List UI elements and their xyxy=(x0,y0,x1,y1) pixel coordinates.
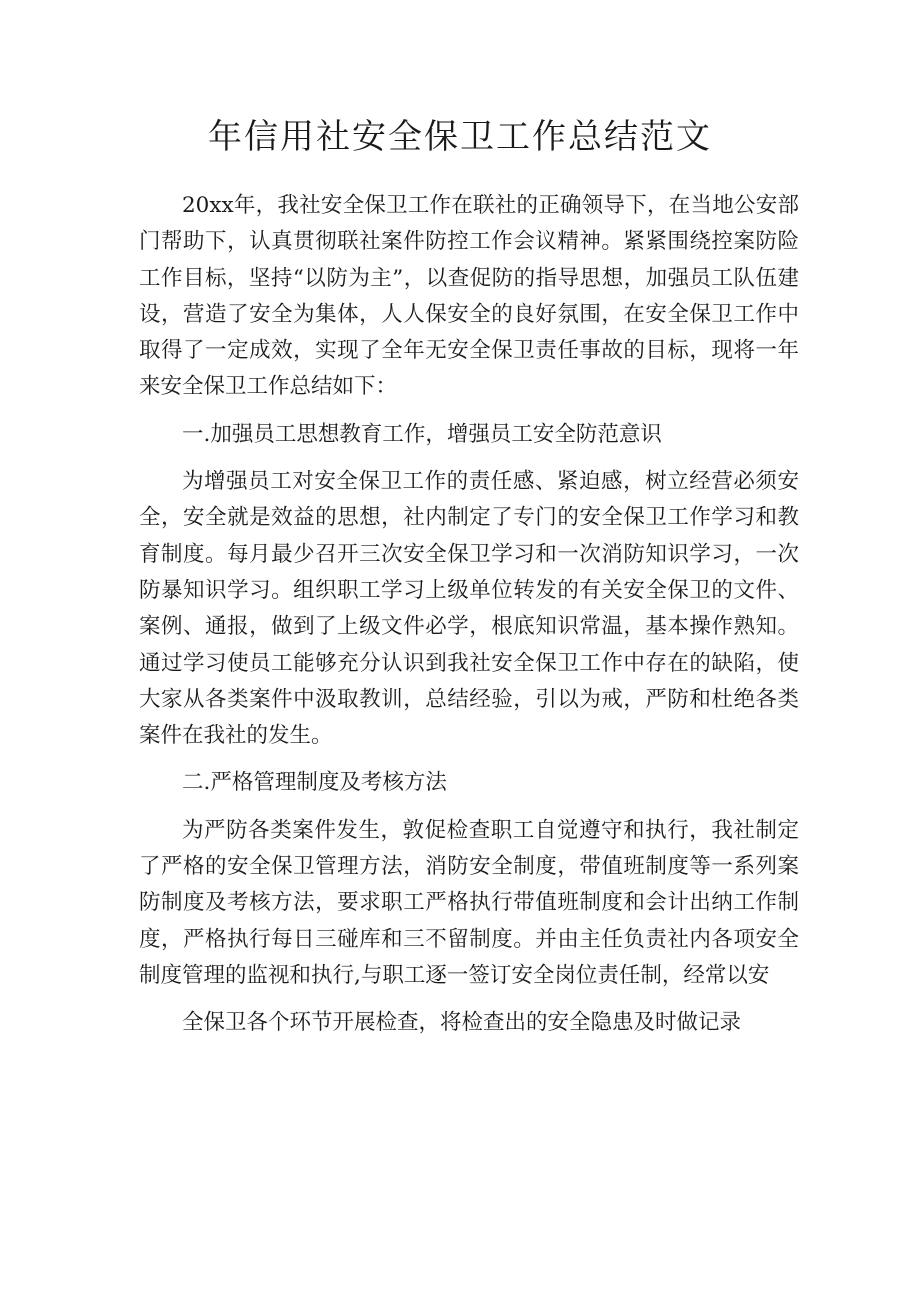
paragraph-intro: 20xx年，我社安全保卫工作在联社的正确领导下，在当地公安部门帮助下，认真贯彻联社案件防控工作会议精神。紧紧围绕控案防险工作目标，坚持“以防为主”，以查促防的指导思想，加强员工队伍建设，营造了安全为集体，人人保安全的良好氛围，在安全保卫工作中取得了一定成效，实现了全年无安全保卫责任事故的目标，现将一年来安全保卫工作总结如下： xyxy=(139,193,799,400)
paragraph-section-1: 为增强员工对安全保卫工作的责任感、紧迫感，树立经营必须安全，安全就是效益的思想，社内制定了专门的安全保卫工作学习和教育制度。每月最少召开三次安全保卫学习和一次消防知识学习，一次防暴知识学习。组织职工学习上级单位转发的有关安全保卫的文件、案例、通报，做到了上级文件必学，根底知识常温，基本操作熟知。通过学习使员工能够充分认识到我社安全保卫工作中存在的缺陷，使大家从各类案件中汲取教训，总结经验，引以为戒，严防和杜绝各类案件在我社的发生。 xyxy=(139,469,799,749)
paragraph-continued: 全保卫各个环节开展检查，将检查出的安全隐患及时做记录 xyxy=(182,1010,742,1036)
paragraph-section-2: 为严防各类案件发生，敦促检查职工自觉遵守和执行，我社制定了严格的安全保卫管理方法，消防安全制度，带值班制度等一系列案防制度及考核方法，要求职工严格执行带值班制度和会计出纳工作制度，严格执行每日三碰库和三不留制度。并由主任负责社内各项安全制度管理的监视和执行,与职工逐一签订安全岗位责任制，经常以安 xyxy=(139,817,799,988)
section-heading-1: 一.加强员工思想教育工作，增强员工安全防范意识 xyxy=(182,421,662,447)
document-title: 年信用社安全保卫工作总结范文 xyxy=(208,117,712,157)
document-body xyxy=(139,188,799,1053)
section-heading-2: 二.严格管理制度及考核方法 xyxy=(182,770,447,796)
